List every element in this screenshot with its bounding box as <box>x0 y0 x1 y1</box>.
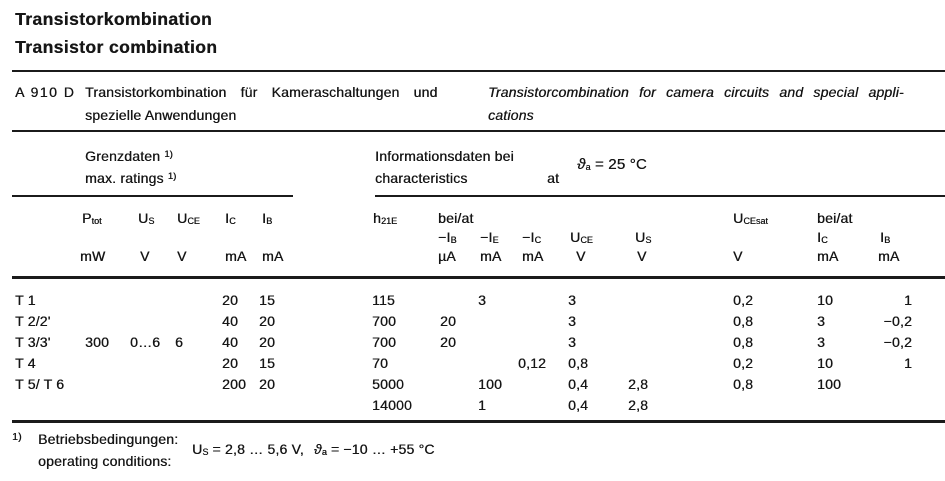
row-label: T 1 <box>15 292 36 308</box>
table-cell: 0,4 <box>568 376 589 392</box>
table-cell: 700 <box>372 313 396 329</box>
table-cell: 100 <box>478 376 502 392</box>
row-label: T 2/2' <box>15 313 51 329</box>
row-label: T 4 <box>15 355 36 371</box>
table-cell: 3 <box>568 334 576 350</box>
table-cell: 15 <box>259 355 275 371</box>
table-cell: 20 <box>259 313 275 329</box>
table-cell: 10 <box>817 292 833 308</box>
table-cell: −0,2 <box>883 334 912 350</box>
col-header-ic: $I_C$ <box>225 210 236 226</box>
footnote-ref: 1) <box>164 149 173 160</box>
table-cell: 1 <box>904 355 912 371</box>
divider-rule-3-left <box>12 195 293 197</box>
col-header-ic-2: $I_C$ <box>817 229 828 245</box>
table-cell: 15 <box>259 292 275 308</box>
divider-rule-2 <box>12 130 945 132</box>
col-header-ib: $I_B$ <box>262 210 273 226</box>
row-label: T 5/ T 6 <box>15 376 65 392</box>
table-cell: 100 <box>817 376 841 392</box>
table-cell: 70 <box>372 355 388 371</box>
table-row <box>0 376 945 397</box>
table-cell: 20 <box>440 334 456 350</box>
footnote-en: operating conditions: <box>38 453 172 469</box>
table-cell: 3 <box>568 292 576 308</box>
table-cell: 0,4 <box>568 397 589 413</box>
table-cell: 0,8 <box>733 376 754 392</box>
theta-symbol: ϑ <box>577 156 586 173</box>
section-limits-en <box>85 170 176 186</box>
divider-rule-top <box>12 70 945 72</box>
table-cell: 20 <box>222 355 238 371</box>
operating-conditions-formula: $U_S = 2,8$ … 5,6 V, $ϑ_a = -10$ … +55 °C <box>192 441 435 457</box>
table-cell: 40 <box>222 313 238 329</box>
theta-symbol: ϑ <box>313 441 322 457</box>
footnote-ref: 1) <box>167 171 177 182</box>
divider-rule-bottom <box>12 420 945 423</box>
col-header-minus-ic: $-I_C$ <box>522 229 541 245</box>
table-cell: 0…6 <box>130 334 161 350</box>
device-desc-de-1: Transistorkombination für Kameraschaltungen und <box>85 84 438 100</box>
section-char-de: Informationsdaten bei <box>375 148 514 164</box>
divider-rule-3-right <box>375 195 945 197</box>
table-cell: 3 <box>478 292 486 308</box>
table-row <box>0 355 945 376</box>
unit-ma: mA <box>480 248 502 264</box>
table-row <box>0 292 945 313</box>
col-header-ucesat: $U_{CEsat}$ <box>733 210 768 226</box>
table-cell: 14000 <box>372 397 412 413</box>
row-label: T 3/3' <box>15 334 51 350</box>
table-cell: 10 <box>817 355 833 371</box>
table-cell: 20 <box>222 292 238 308</box>
unit-v: V <box>576 248 586 264</box>
limits-en-text: max. ratings <box>85 170 164 186</box>
table-row <box>0 313 945 334</box>
unit-ma: mA <box>522 248 544 264</box>
section-limits-de <box>85 148 173 164</box>
table-cell: 20 <box>259 334 275 350</box>
col-header-uce-2: $U_{CE}$ <box>570 229 593 245</box>
unit-ua: µA <box>438 248 456 264</box>
divider-rule-header <box>12 276 945 279</box>
unit-ma: mA <box>817 248 839 264</box>
device-desc-en-2: cations <box>488 107 534 123</box>
table-row <box>0 397 945 418</box>
page-title-de: Transistorkombination <box>15 9 213 29</box>
table-cell: 3 <box>568 313 576 329</box>
col-header-uce: $U_{CE}$ <box>177 210 200 226</box>
table-cell: 5000 <box>372 376 404 392</box>
unit-mw: mW <box>80 248 106 264</box>
table-cell: 0,2 <box>733 355 754 371</box>
table-cell: 1 <box>904 292 912 308</box>
table-cell: 3 <box>817 313 825 329</box>
unit-ma: mA <box>878 248 900 264</box>
section-char-en-at: at <box>547 170 560 186</box>
limits-de-text: Grenzdaten <box>85 148 161 164</box>
table-cell: 0,8 <box>568 355 589 371</box>
table-cell: 115 <box>372 292 395 308</box>
footnote-marker: 1) <box>12 431 22 443</box>
table-cell: 6 <box>175 334 183 350</box>
unit-ma: mA <box>262 248 284 264</box>
device-desc-en-1: Transistorcombination for camera circuits and special appli- <box>488 84 904 100</box>
unit-v: V <box>733 248 743 264</box>
table-cell: 3 <box>817 334 825 350</box>
unit-v: V <box>177 248 187 264</box>
col-header-us: $U_S$ <box>138 210 155 226</box>
table-cell: 20 <box>440 313 456 329</box>
footnote-de: Betriebsbedingungen: <box>38 431 179 447</box>
table-cell: 1 <box>478 397 486 413</box>
unit-v: V <box>637 248 647 264</box>
condition-formula: $ϑ_a = 25$ °C <box>577 156 647 173</box>
table-cell: 0,12 <box>518 355 547 371</box>
section-char-en: characteristics <box>375 170 468 186</box>
col-header-ib-2: $I_B$ <box>880 229 891 245</box>
col-header-us-2: $U_S$ <box>635 229 652 245</box>
table-cell: −0,2 <box>883 313 912 329</box>
col-header-bei-at-1: bei/at <box>438 210 474 226</box>
col-header-minus-ie: $-I_E$ <box>480 229 499 245</box>
unit-v: V <box>140 248 150 264</box>
table-cell: 20 <box>259 376 275 392</box>
device-desc-de-2: spezielle Anwendungen <box>85 107 237 123</box>
device-code: A 910 D <box>15 84 76 100</box>
col-header-bei-at-2: bei/at <box>817 210 853 226</box>
col-header-h21e: $h_{21E}$ <box>373 210 398 226</box>
page-title-en: Transistor combination <box>15 37 218 57</box>
col-header-minus-ib: $-I_B$ <box>438 229 457 245</box>
table-cell: 40 <box>222 334 238 350</box>
table-cell: 2,8 <box>628 397 649 413</box>
table-cell: 300 <box>85 334 109 350</box>
table-cell: 0,8 <box>733 313 754 329</box>
table-cell: 700 <box>372 334 396 350</box>
table-cell: 0,8 <box>733 334 754 350</box>
unit-ma: mA <box>225 248 247 264</box>
table-row <box>0 334 945 355</box>
table-cell: 200 <box>222 376 246 392</box>
table-cell: 0,2 <box>733 292 754 308</box>
col-header-ptot: $P_{tot}$ <box>82 210 102 226</box>
table-cell: 2,8 <box>628 376 649 392</box>
